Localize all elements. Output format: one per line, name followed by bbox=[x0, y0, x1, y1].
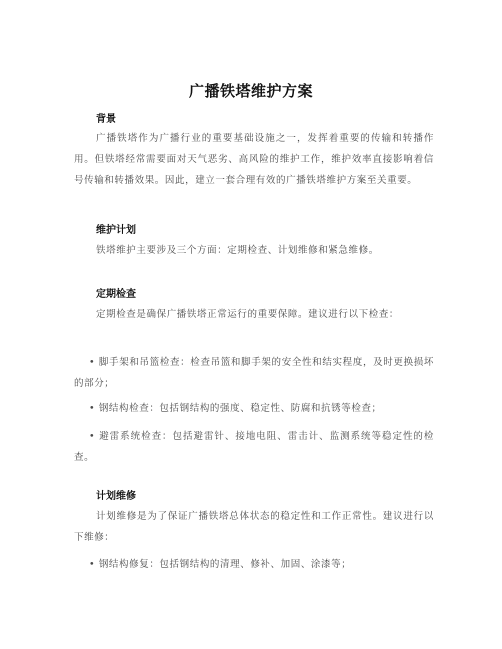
section-heading-periodic-inspection: 定期检查 bbox=[96, 289, 136, 300]
document-title: 广播铁塔维护方案 bbox=[188, 82, 313, 100]
section-heading-planned-repair: 计划维修 bbox=[96, 491, 136, 502]
periodic-inspection-paragraph: 定期检查是确保广播铁塔正常运行的重要保障。建议进行以下检查： bbox=[96, 309, 400, 320]
list-item: • 避雷系统检查：包括避雷针、接地电阻、雷击计、监测系统等稳定性的检查。 bbox=[74, 431, 434, 463]
list-item: • 钢结构检查：包括钢结构的强度、稳定性、防腐和抗锈等检查； bbox=[89, 403, 382, 414]
section-heading-background: 背景 bbox=[96, 114, 116, 125]
section-heading-maintenance-plan: 维护计划 bbox=[96, 225, 136, 236]
planned-repair-paragraph: 计划维修是为了保证广播铁塔总体状态的稳定性和工作正常性。建议进行以下维修： bbox=[74, 511, 434, 543]
background-paragraph: 广播铁塔作为广播行业的重要基础设施之一，发挥着重要的传输和转播作用。但铁塔经常需要面对天气恶劣、高风险的维护工作，维护效率直接影响着信号传输和转播效果。因此，建立一套合理有效的广播铁塔维护方案至关重要。 bbox=[74, 133, 434, 186]
list-item: • 钢结构修复：包括钢结构的清理、修补、加固、涂漆等； bbox=[89, 559, 352, 570]
list-item: • 脚手架和吊篮检查：检查吊篮和脚手架的安全性和结实程度，及时更换损坏的部分； bbox=[74, 357, 434, 389]
maintenance-plan-paragraph: 铁塔维护主要涉及三个方面：定期检查、计划维修和紧急维修。 bbox=[96, 245, 379, 256]
